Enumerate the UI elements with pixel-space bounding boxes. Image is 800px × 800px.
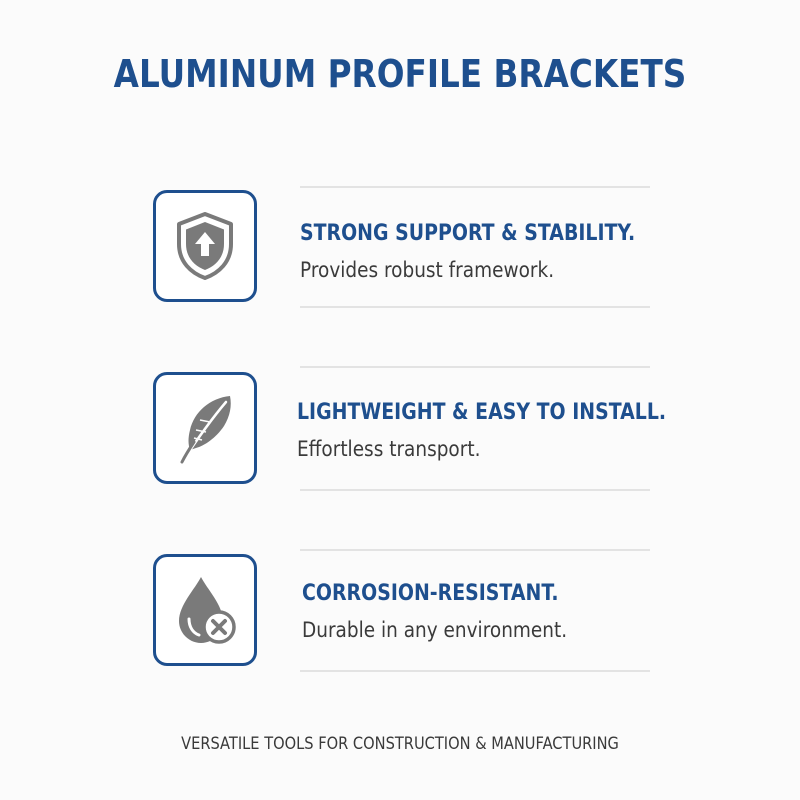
feature-description: Durable in any environment. [302, 618, 568, 642]
divider [300, 489, 650, 491]
feature-description: Provides robust framework. [300, 258, 555, 282]
feature-title: CORROSION-RESISTANT. [302, 581, 559, 606]
divider [300, 306, 650, 308]
page-title: ALUMINUM PROFILE BRACKETS [113, 52, 687, 96]
feature-description: Effortless transport. [297, 437, 481, 461]
shield-arrow-icon [173, 210, 237, 282]
feature-title: LIGHTWEIGHT & EASY TO INSTALL. [297, 400, 667, 425]
footer-tagline: VERSATILE TOOLS FOR CONSTRUCTION & MANUFACTURING [181, 734, 619, 754]
water-drop-x-icon [173, 573, 237, 647]
feature-title: STRONG SUPPORT & STABILITY. [300, 221, 636, 246]
feature-icon-box [153, 190, 257, 302]
divider [300, 549, 650, 551]
divider [300, 670, 650, 672]
feature-icon-box [153, 554, 257, 666]
divider [300, 186, 650, 188]
feather-icon [170, 390, 240, 466]
divider [300, 366, 650, 368]
feature-icon-box [153, 372, 257, 484]
